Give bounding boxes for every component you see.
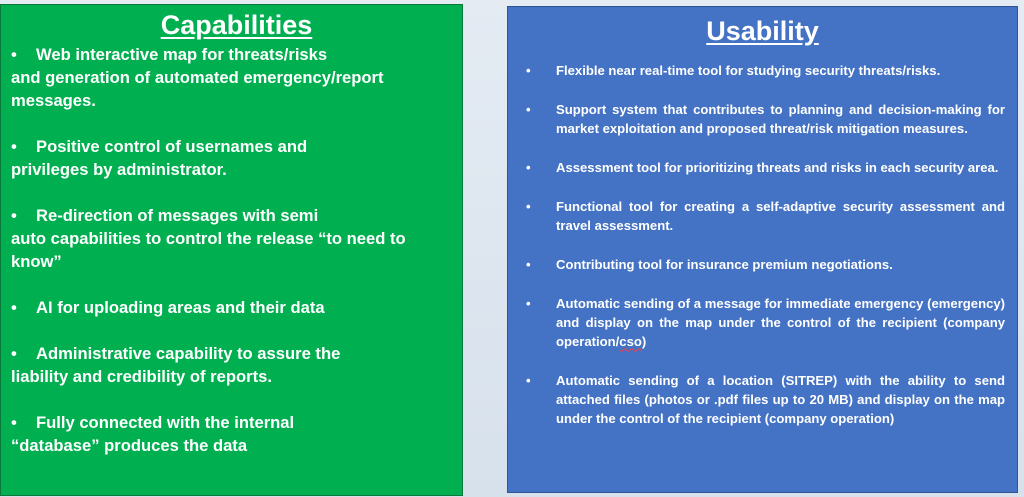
usability-item-4 (520, 197, 1005, 235)
usability-item-6 (520, 294, 1005, 351)
usability-panel (507, 6, 1018, 493)
capabilities-title: Capabilities (160, 10, 313, 40)
usability-item-7 (520, 371, 1005, 428)
usability-item-6-flagged-word: cso (619, 334, 642, 350)
capabilities-item-5-line-2: liability and credibility of reports. (11, 367, 272, 387)
capabilities-item-5-line-1: Administrative capability to assure the (36, 344, 341, 364)
capabilities-item-4 (11, 296, 462, 319)
capabilities-item-6-line-2: “database” produces the data (11, 436, 248, 456)
usability-item-1 (520, 61, 1005, 80)
usability-item-6-text: Automatic sending of a message for immediate emergency (emergency) and display on the map under the control of the recipient (company operation/ (556, 296, 1005, 350)
bullet: • (11, 137, 17, 157)
capabilities-item-5 (11, 342, 462, 388)
capabilities-item-1-line-1: Web interactive map for threats/risks (36, 45, 328, 65)
capabilities-item-4-line-1: AI for uploading areas and their data (36, 298, 325, 318)
capabilities-item-6-line-1: Fully connected with the internal (36, 413, 295, 433)
bullet: • (526, 102, 531, 118)
bullet: • (11, 298, 17, 318)
capabilities-item-1-line-2: and generation of automated emergency/report messages. (11, 68, 384, 111)
bullet: • (11, 45, 17, 65)
usability-item-5-text: Contributing tool for insurance premium negotiations. (556, 257, 893, 273)
bullet: • (526, 199, 531, 215)
bullet: • (11, 206, 17, 226)
usability-item-5 (520, 255, 1005, 274)
capabilities-item-6 (11, 411, 462, 457)
usability-title: Usability (706, 16, 819, 46)
bullet: • (526, 257, 531, 273)
usability-item-1-text: Flexible near real-time tool for studying security threats/risks. (556, 63, 941, 79)
bullet: • (526, 373, 531, 389)
bullet: • (526, 63, 531, 79)
usability-item-3 (520, 158, 1005, 177)
capabilities-list (11, 43, 462, 457)
capabilities-item-3-line-2: auto capabilities to control the release “to need to know” (11, 229, 406, 272)
capabilities-item-3 (11, 204, 462, 273)
bullet: • (526, 160, 531, 176)
capabilities-panel (0, 4, 463, 496)
usability-item-7-text: Automatic sending of a location (SITREP) with the ability to send attached files (photos or .pdf files up to 20 MB) and display on the map under the control of the recipient (company operation) (556, 373, 1005, 427)
usability-list (520, 61, 1005, 428)
usability-item-2 (520, 100, 1005, 138)
capabilities-item-3-line-1: Re-direction of messages with semi (36, 206, 319, 226)
bullet: • (11, 413, 17, 433)
bullet: • (11, 344, 17, 364)
capabilities-item-2-line-2: privileges by administrator. (11, 160, 227, 180)
usability-item-3-text: Assessment tool for prioritizing threats and risks in each security area. (556, 160, 999, 176)
usability-item-2-text: Support system that contributes to planning and decision-making for market exploitation and proposed threat/risk mitigation measures. (556, 102, 1005, 137)
capabilities-item-1 (11, 43, 462, 112)
usability-item-4-text: Functional tool for creating a self-adaptive security assessment and travel assessment. (556, 199, 1005, 234)
bullet: • (526, 296, 531, 312)
usability-item-6-closing: ) (641, 334, 647, 350)
capabilities-item-2 (11, 135, 462, 181)
capabilities-item-2-line-1: Positive control of usernames and (36, 137, 308, 157)
